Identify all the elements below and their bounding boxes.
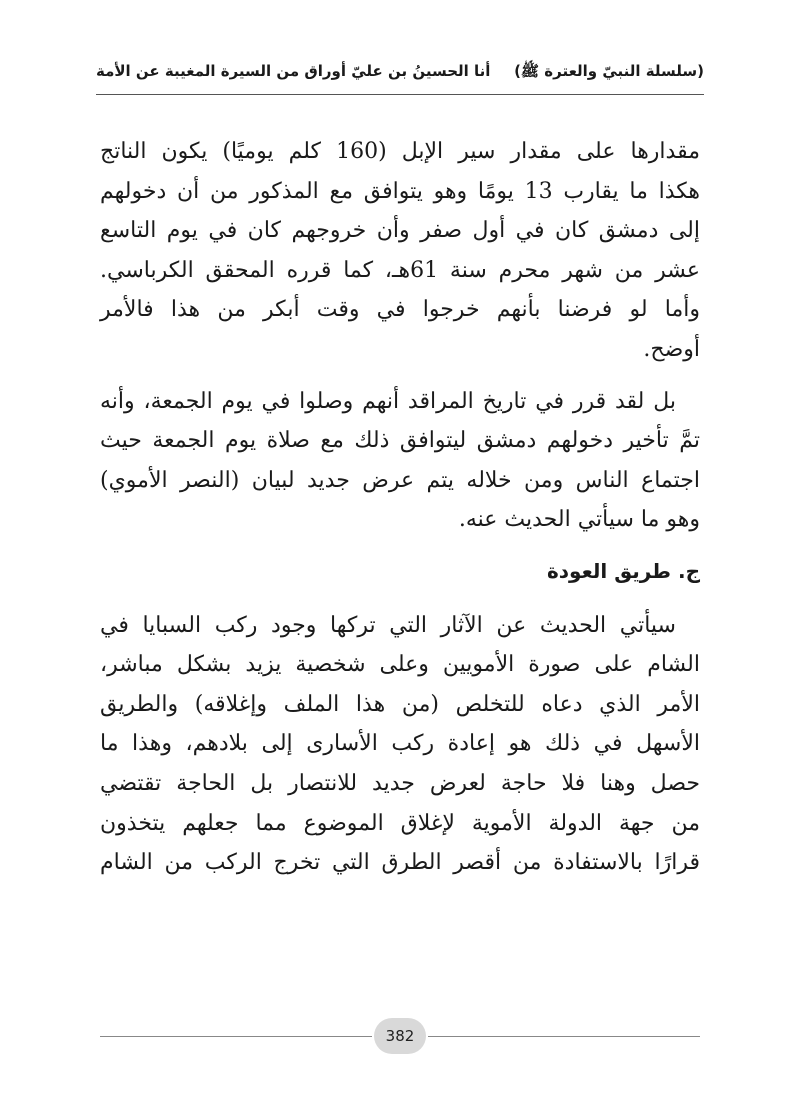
text-line: سيأتي الحديث عن الآثار التي تركها وجود ركب السبايا في <box>100 612 676 638</box>
text-line: بل لقد قرر في تاريخ المراقد أنهم وصلوا في يوم الجمعة، وأنه <box>100 388 676 414</box>
text-line: أوضح. <box>643 336 700 362</box>
text-line: الأمر الذي دعاه للتخلص (من هذا الملف وإغلاقه) والطريق <box>100 691 700 717</box>
section-heading: ج. طريق العودة <box>546 558 700 583</box>
footer-divider-left <box>100 1036 372 1037</box>
footer-divider-right <box>428 1036 700 1037</box>
text-line: حصل وهنا فلا حاجة لعرض جديد للانتصار بل الحاجة تقتضي <box>100 770 700 796</box>
text-line: وأما لو فرضنا بأنهم خرجوا في وقت أبكر من هذا فالأمر <box>100 297 700 323</box>
text-line: تمَّ تأخير دخولهم دمشق ليتوافق ذلك مع صلاة يوم الجمعة حيث <box>100 428 700 454</box>
paragraph-3 <box>100 606 700 883</box>
text-line: إلى دمشق كان في أول صفر وأن خروجهم كان في يوم التاسع <box>100 218 700 244</box>
running-header <box>96 56 704 92</box>
text-line: عشر من شهر محرم سنة 61هـ، كما قرره المحقق الكرباسي. <box>100 257 701 283</box>
paragraph-1 <box>100 132 700 370</box>
text-line: قرارًا بالاستفادة من أقصر الطرق التي تخرج الركب من الشام <box>100 850 700 876</box>
text-line: من جهة الدولة الأموية لإغلاق الموضوع مما جعلهم يتخذون <box>100 810 700 836</box>
book-title: أنا الحسينُ بن عليّ أوراق من السيرة المغيبة عن الأمة <box>96 62 491 80</box>
series-title: (سلسلة النبيّ والعترة ﷺ) <box>514 62 704 80</box>
page-number: 382 <box>374 1018 426 1054</box>
page-body <box>100 132 700 895</box>
text-line: هكذا ما يقارب 13 يومًا وهو يتوافق مع المذكور من أن دخولهم <box>100 178 700 204</box>
text-line: مقدارها على مقدار سير الإبل (160 كلم يوميًا) يكون الناتج <box>100 139 701 164</box>
text-line: الأسهل في ذلك هو إعادة ركب الأسارى إلى بلادهم، وهذا ما <box>100 731 700 757</box>
header-divider <box>96 94 704 95</box>
text-line: اجتماع الناس ومن خلاله يتم عرض جديد لبيان (النصر الأموي) <box>100 467 700 493</box>
text-line: الشام على صورة الأمويين وعلى شخصية يزيد بشكل مباشر، <box>100 652 700 678</box>
paragraph-2 <box>100 382 700 540</box>
text-line: وهو ما سيأتي الحديث عنه. <box>458 507 700 533</box>
